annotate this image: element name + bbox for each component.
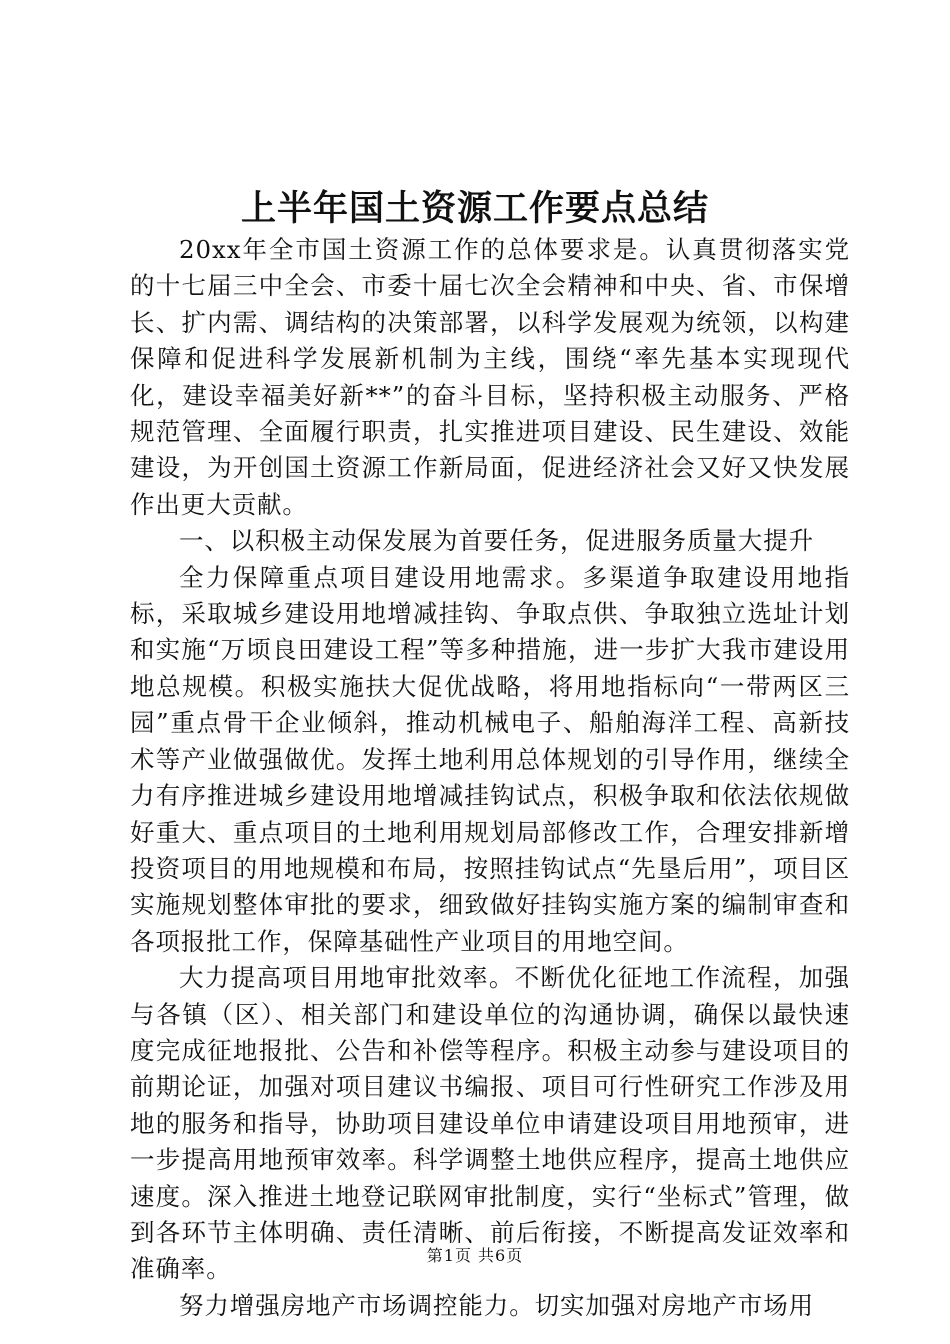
paragraph: 努力增强房地产市场调控能力。切实加强对房地产市场用 [179, 1290, 814, 1320]
paragraph: 20xx年全市国土资源工作的总体要求是。认真贯彻落实党的十七届三中全会、市委十届七次全会精神和中央、省、市保增长、扩内需、调结构的决策部署，以科学发展观为统领，以构建保障和促进科学发展新机制为主线，围绕“率先基本实现现代化，建设幸福美好新**”的奋斗目标，坚持积极主动服务、严格规范管理、全面履行职责，扎实推进项目建设、民生建设、效能建设，为开创国土资源工作新局面，促进经济社会又好又快发展作出更大贡献。 [130, 235, 850, 519]
section-heading: 一、以积极主动保发展为首要任务，促进服务质量大提升 [179, 526, 814, 556]
document-body [130, 232, 850, 1324]
document-title: 上半年国土资源工作要点总结 [240, 188, 709, 229]
paragraph: 全力保障重点项目建设用地需求。多渠道争取建设用地指标，采取城乡建设用地增减挂钩、争取点供、争取独立选址计划和实施“万顷良田建设工程”等多种措施，进一步扩大我市建设用地总规模。积极实施扶大促优战略，将用地指标向“一带两区三园”重点骨干企业倾斜，推动机械电子、船舶海洋工程、高新技术等产业做强做优。发挥土地利用总体规划的引导作用，继续全力有序推进城乡建设用地增减挂钩试点，积极争取和依法依规做好重大、重点项目的土地利用规划局部修改工作，合理安排新增投资项目的用地规模和布局，按照挂钩试点“先垦后用”，项目区实施规划整体审批的要求，细致做好挂钩实施方案的编制审查和各项报批工作，保障基础性产业项目的用地空间。 [130, 562, 850, 956]
page-footer: 第1页 共6页 [426, 1246, 524, 1265]
paragraph: 大力提高项目用地审批效率。不断优化征地工作流程，加强与各镇（区）、相关部门和建设单位的沟通协调，确保以最快速度完成征地报批、公告和补偿等程序。积极主动参与建设项目的前期论证，加强对项目建议书编报、项目可行性研究工作涉及用地的服务和指导，协助项目建设单位申请建设项目用地预审，进一步提高用地预审效率。科学调整土地供应程序，提高土地供应速度。深入推进土地登记联网审批制度，实行“坐标式”管理，做到各环节主体明确、责任清晰、前后衔接，不断提高发证效率和准确率。 [130, 963, 850, 1284]
